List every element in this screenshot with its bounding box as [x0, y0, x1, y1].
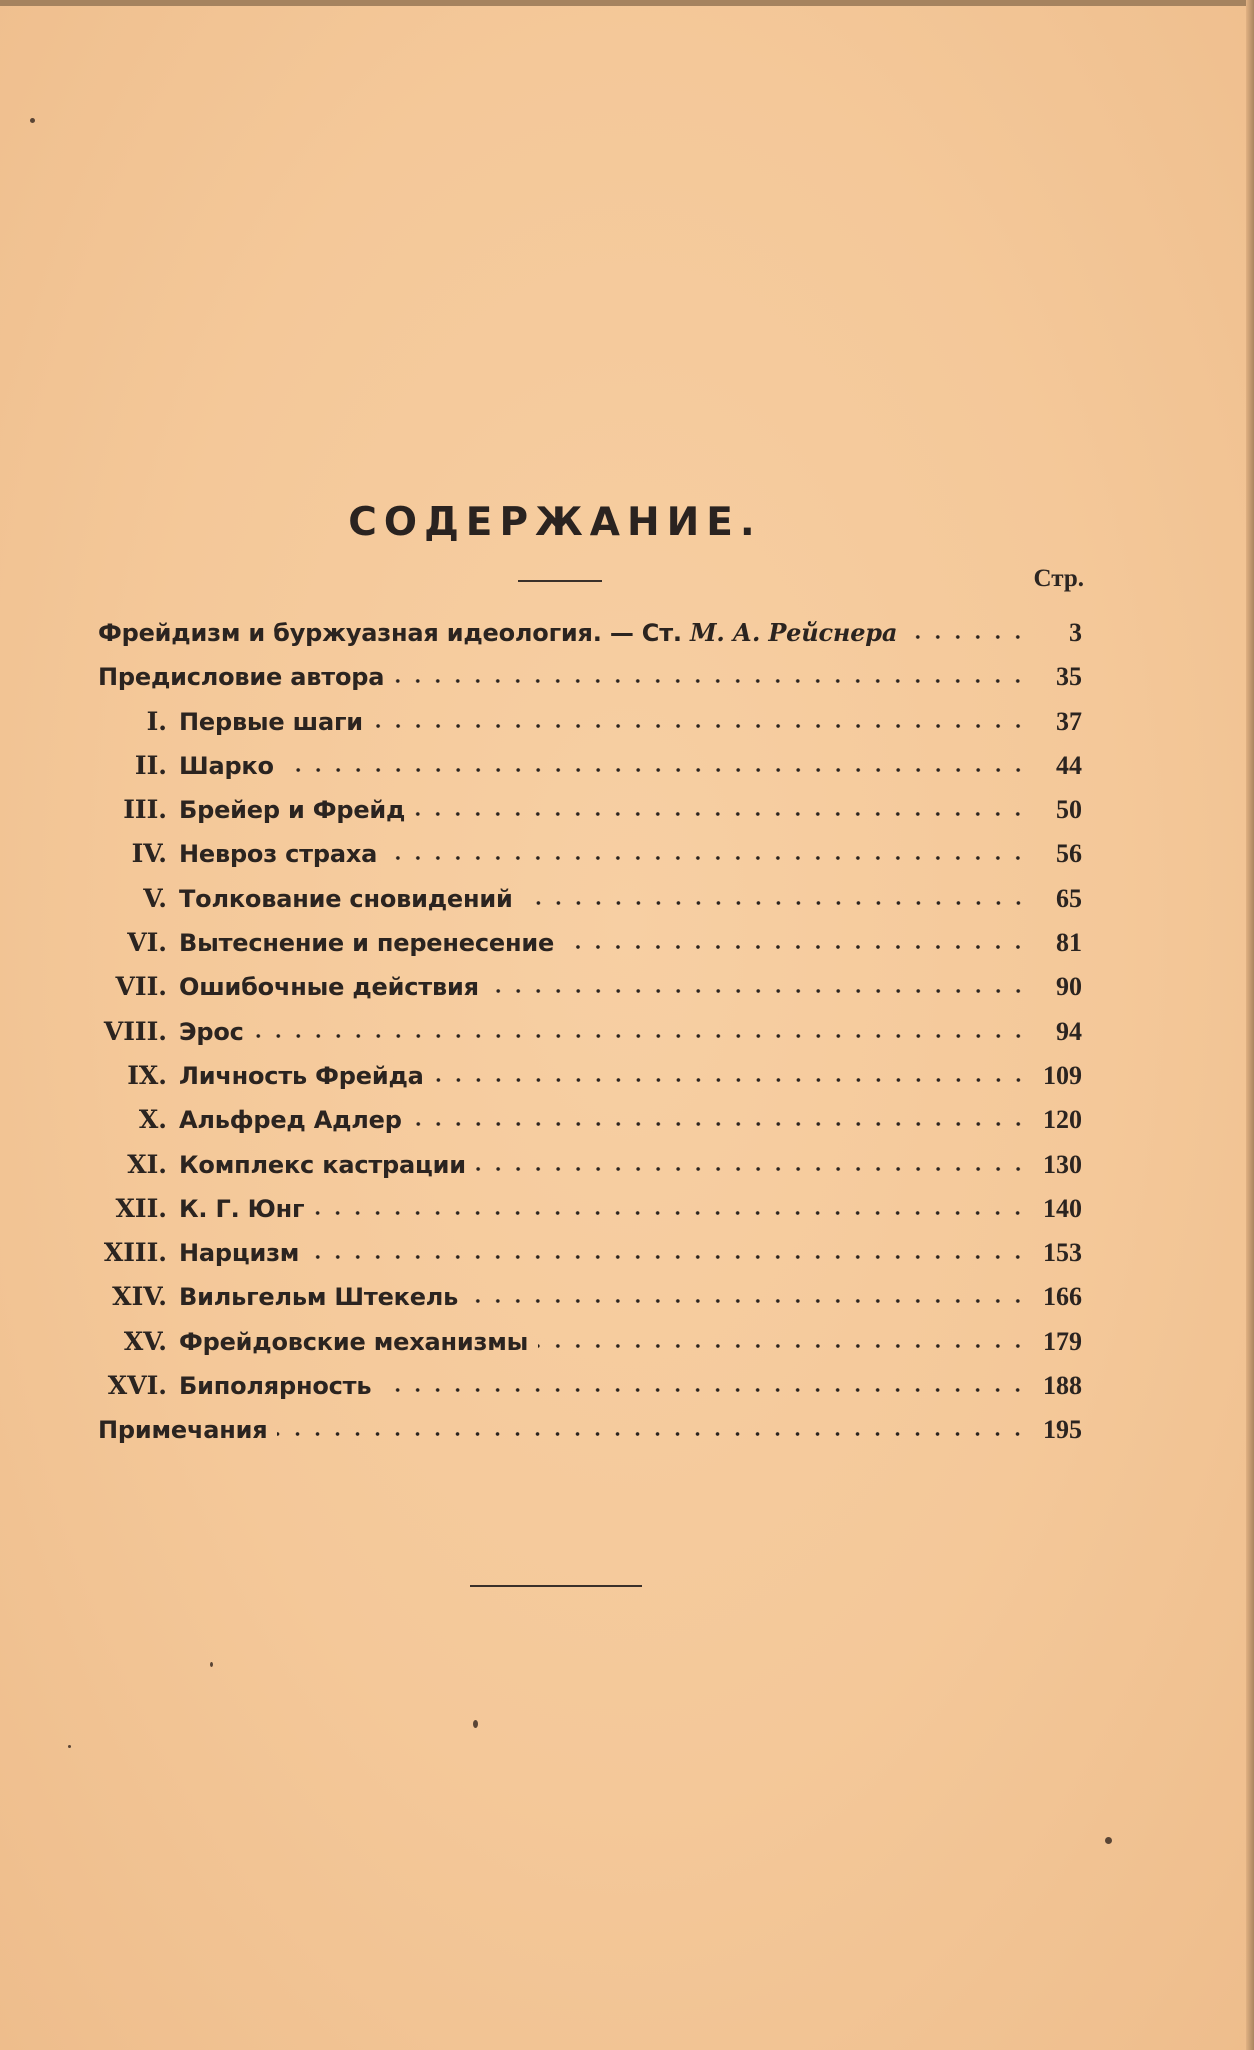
leader-dots [394, 673, 1028, 685]
title-divider [518, 580, 602, 582]
toc-entry-title: Комплекс кастрации [179, 1150, 466, 1179]
toc-entry-number: XII. [115, 1193, 167, 1223]
toc-entry [98, 707, 1082, 751]
paper-speck [473, 1720, 478, 1728]
toc-entry-title: Вытеснение и перенесение [179, 929, 555, 958]
toc-entry-number: XV. [123, 1326, 167, 1356]
toc-entry-number: V. [143, 883, 167, 913]
toc-entry-number: IV. [131, 839, 167, 869]
toc-entry-page: 3 [1069, 618, 1082, 647]
scan-edge-top [0, 0, 1254, 6]
toc-entry-number: IX. [127, 1060, 167, 1090]
page-title: СОДЕРЖАНИЕ. [348, 500, 762, 545]
leader-dots [254, 1028, 1028, 1040]
toc-entry-page: 120 [1043, 1105, 1082, 1135]
toc-entry [98, 618, 1082, 662]
table-of-contents [98, 618, 1082, 1460]
toc-entry [98, 1282, 1082, 1326]
leader-dots [434, 1072, 1028, 1084]
toc-entry [98, 1150, 1082, 1194]
toc-entry-page: 195 [1043, 1415, 1082, 1445]
toc-entry-page: 65 [1056, 883, 1082, 913]
toc-entry [98, 1327, 1082, 1371]
toc-entry-number: VII. [115, 972, 167, 1002]
leader-dots [476, 1161, 1028, 1173]
toc-entry-page: 56 [1056, 839, 1082, 869]
toc-entry-page: 94 [1056, 1016, 1082, 1046]
toc-entry-title: Нарцизм [179, 1239, 300, 1268]
leader-dots [523, 895, 1028, 907]
toc-entry [98, 1415, 1082, 1459]
toc-entry [98, 662, 1082, 706]
toc-entry-title: Брейер и Фрейд [179, 796, 406, 825]
toc-entry-title: Толкование сновидений [179, 884, 513, 913]
leader-dots [538, 1338, 1028, 1350]
toc-entry-number: XI. [127, 1149, 167, 1179]
toc-entry-number: XIII. [103, 1238, 167, 1268]
toc-entry [98, 972, 1082, 1016]
toc-entry-title: Эрос [179, 1017, 244, 1046]
toc-entry-page: 166 [1043, 1282, 1082, 1312]
toc-entry [98, 1061, 1082, 1105]
toc-entry-title: Первые шаги [179, 707, 363, 736]
toc-entry [98, 1194, 1082, 1238]
toc-entry-page: 130 [1043, 1149, 1082, 1179]
leader-dots [381, 1382, 1028, 1394]
toc-entry [98, 1371, 1082, 1415]
toc-entry-title: Ошибочные действия [179, 973, 479, 1002]
toc-entry-number: XIV. [112, 1282, 167, 1312]
toc-entry-title: Вильгельм Штекель [179, 1283, 459, 1312]
toc-entry-page: 37 [1056, 706, 1082, 736]
toc-entry [98, 1238, 1082, 1282]
toc-entry-page: 44 [1056, 750, 1082, 780]
leader-dots [489, 983, 1028, 995]
paper-speck [68, 1745, 71, 1748]
toc-entry-page: 90 [1056, 972, 1082, 1002]
toc-entry-number: VI. [127, 928, 167, 958]
toc-entry [98, 795, 1082, 839]
toc-entry-title: Примечания [98, 1416, 268, 1445]
leader-dots [468, 1293, 1028, 1305]
paper-speck [210, 1662, 213, 1667]
leader-dots [314, 1205, 1028, 1217]
toc-entry-page: 179 [1043, 1326, 1082, 1356]
toc-entry-page: 109 [1043, 1060, 1082, 1090]
leader-dots [412, 1116, 1028, 1128]
toc-entry-number: X. [138, 1105, 167, 1135]
toc-entry-title: Биполярность [179, 1372, 372, 1401]
toc-entry [98, 928, 1082, 972]
toc-entry-title: Фрейдизм и буржуазная идеология. — Ст. М. А. Рейснера [98, 618, 898, 647]
toc-entry-page: 35 [1056, 662, 1082, 692]
toc-entry [98, 884, 1082, 928]
toc-entry-number: I. [146, 706, 167, 736]
toc-entry-page: 81 [1056, 928, 1082, 958]
toc-entry-number: II. [134, 750, 167, 780]
leader-dots [907, 629, 1028, 641]
toc-entry-title: Шарко [179, 751, 274, 780]
toc-entry [98, 751, 1082, 795]
paper-speck [30, 118, 35, 123]
toc-entry-page: 153 [1043, 1238, 1082, 1268]
toc-entry-author: М. А. Рейснера [689, 618, 898, 647]
leader-dots [564, 939, 1028, 951]
toc-entry-page: 188 [1043, 1371, 1082, 1401]
toc-entry-page: 50 [1056, 795, 1082, 825]
toc-entry [98, 1017, 1082, 1061]
toc-entry-title: Предисловие автора [98, 663, 385, 692]
toc-entry-number: III. [123, 795, 167, 825]
leader-dots [277, 1426, 1028, 1438]
paper-speck [1105, 1837, 1112, 1844]
toc-entry-title: Фрейдовские механизмы [179, 1327, 529, 1356]
scan-edge-right [1246, 0, 1254, 2050]
leader-dots [284, 762, 1028, 774]
toc-entry [98, 1105, 1082, 1149]
toc-entry-number: VIII. [103, 1016, 167, 1046]
toc-entry-number: XVI. [107, 1371, 167, 1401]
toc-entry-title: К. Г. Юнг [179, 1194, 305, 1223]
page-column-label: Стр. [1033, 565, 1084, 592]
leader-dots [309, 1249, 1028, 1261]
leader-dots [387, 850, 1028, 862]
end-divider [470, 1585, 642, 1587]
toc-entry-title: Невроз страха [179, 840, 378, 869]
leader-dots [415, 806, 1028, 818]
toc-entry [98, 839, 1082, 883]
toc-entry-title: Личность Фрейда [179, 1061, 424, 1090]
leader-dots [373, 718, 1028, 730]
toc-entry-title: Альфред Адлер [179, 1106, 402, 1135]
toc-entry-page: 140 [1043, 1193, 1082, 1223]
